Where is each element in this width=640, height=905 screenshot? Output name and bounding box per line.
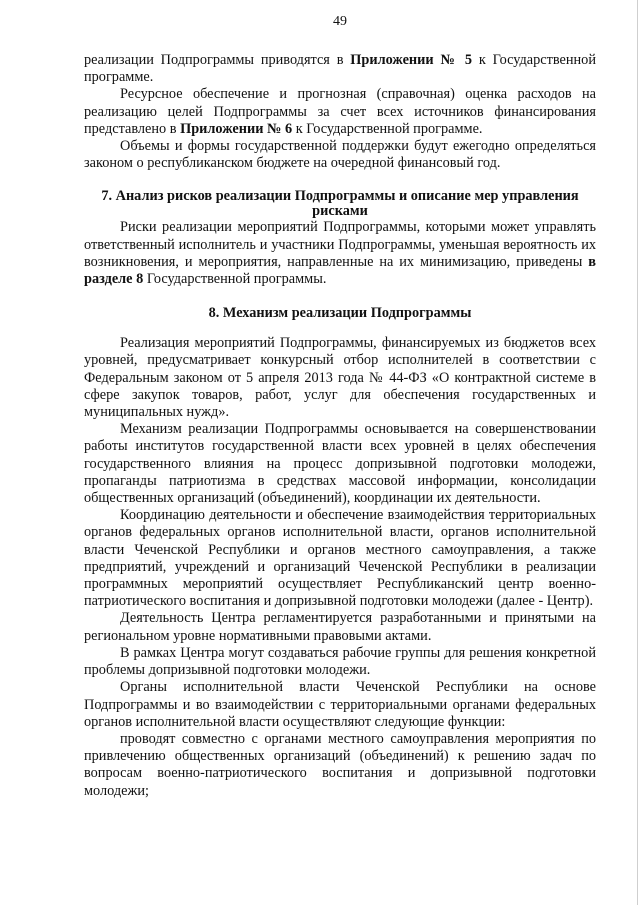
paragraph-mechanism: Механизм реализации Подпрограммы основывается на совершенствовании работы институтов государственной власти всех уровней в целях обеспечения государственного влияния на процесс допризывной подготовки молодежи, пропаганды патриотизма в средствах массовой информации, консолидации общественных организаций (объединений), координации их деятельности.	[84, 421, 596, 507]
paragraph-text: реализации Подпрограммы приводятся в	[84, 52, 351, 68]
paragraph-center-activity: Деятельность Центра регламентируется разработанными и принятыми на региональном уровне нормативными правовыми актами.	[84, 610, 596, 644]
paragraph-risks	[84, 219, 596, 288]
paragraph-coordination: Координацию деятельности и обеспечение взаимодействия территориальных органов федеральных органов исполнительной власти, органов исполнительной власти Чеченской Республики и органов местного самоуправления, а также предприятий, учреждений и организаций Чеченской Республики в реализации программных мероприятий осуществляет Республиканский центр военно-патриотического воспитания и допризывной подготовки молодежи (далее - Центр).	[84, 507, 596, 610]
paragraph-working-groups: В рамках Центра могут создаваться рабочие группы для решения конкретной проблемы допризывной подготовки молодежи.	[84, 644, 596, 679]
bold-text: Приложении № 5	[350, 52, 473, 68]
section-8-heading: 8. Механизм реализации Подпрограммы	[208, 305, 472, 322]
section-7-heading: 7. Анализ рисков реализации Подпрограммы и описание мер управления рисками	[101, 188, 579, 220]
bold-text: в разделе 8	[84, 253, 596, 288]
paragraph-functions-item: проводят совместно с органами местного самоуправления мероприятия по привлечению общественных организаций (объединений) к решению задач по вопросам военно-патриотического воспитания и допризывной подготовки молодежи;	[84, 730, 596, 799]
paragraph-text: к Государственной программе.	[292, 120, 483, 137]
paragraph-text: Риски реализации мероприятий Подпрограммы, которыми может управлять ответственный исполнитель и участники Подпрограммы, уменьшая вероятность их возникновения, и мероприятия, направленные на их минимизацию, приведены	[84, 219, 596, 270]
page-edge-line	[637, 0, 638, 905]
paragraph-state-support: Объемы и формы государственной поддержки будут ежегодно определяться законом о республиканском бюджете на очередной финансовый год.	[84, 138, 596, 172]
paragraph-text: Ресурсное обеспечение и прогнозная (справочная) оценка расходов на реализацию целей Подпрограммы за счет всех источников финансирования представлено в	[84, 86, 596, 137]
paragraph-appendix5	[84, 52, 596, 86]
bold-text: Приложении № 6	[180, 120, 293, 137]
paragraph-implementation: Реализация мероприятий Подпрограммы, финансируемых из бюджетов всех уровней, предусматривает конкурсный отбор исполнителей в соответствии с Федеральным законом от 5 апреля 2013 года № 44-ФЗ «О контрактной системе в сфере закупок товаров, работ, услуг для обеспечения государственных и муниципальных нужд».	[84, 335, 596, 421]
paragraph-executive-bodies: Органы исполнительной власти Чеченской Республики на основе Подпрограммы и во взаимодействии с территориальными органами федеральных органов исполнительной власти осуществляют следующие функции:	[84, 679, 596, 730]
paragraph-text: Государственной программы.	[143, 271, 327, 288]
document-page	[84, 14, 596, 800]
paragraph-resource-support	[84, 86, 596, 138]
page-number: 49	[333, 14, 347, 29]
paragraph-text: к Государственной программе.	[84, 52, 596, 86]
